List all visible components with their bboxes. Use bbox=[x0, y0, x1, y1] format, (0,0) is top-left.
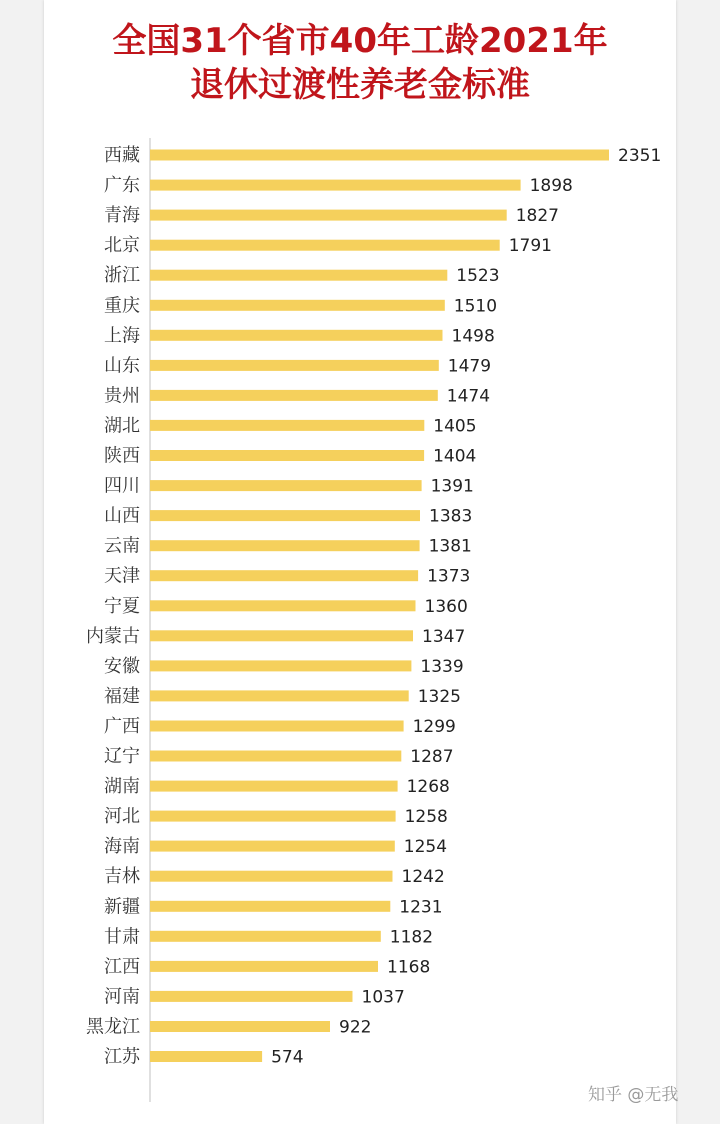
value-label: 1231 bbox=[399, 897, 443, 918]
bar bbox=[150, 991, 353, 1002]
category-label: 吉林 bbox=[104, 866, 140, 888]
value-label: 1182 bbox=[389, 927, 434, 948]
bar bbox=[150, 721, 404, 732]
value-label: 1381 bbox=[428, 536, 472, 557]
value-label: 1791 bbox=[508, 236, 552, 257]
bar bbox=[150, 300, 445, 311]
bar bbox=[150, 570, 418, 581]
bar bbox=[150, 180, 521, 191]
value-label: 1510 bbox=[453, 296, 498, 317]
value-label: 1523 bbox=[456, 266, 500, 287]
category-label: 云南 bbox=[104, 535, 140, 557]
bar bbox=[150, 660, 411, 671]
value-label: 1339 bbox=[420, 656, 464, 677]
category-label: 山东 bbox=[104, 355, 140, 377]
category-label: 浙江 bbox=[104, 265, 140, 287]
bar bbox=[150, 901, 390, 912]
category-label: 宁夏 bbox=[104, 595, 140, 617]
bar bbox=[150, 240, 500, 251]
value-label: 1299 bbox=[412, 717, 456, 737]
value-label: 1325 bbox=[417, 686, 461, 707]
bar bbox=[150, 150, 609, 161]
value-label: 1254 bbox=[403, 837, 448, 858]
value-label: 1404 bbox=[433, 446, 477, 467]
category-label: 河南 bbox=[104, 986, 140, 1008]
category-label: 河北 bbox=[104, 806, 140, 828]
category-label: 上海 bbox=[104, 325, 140, 347]
category-label: 湖北 bbox=[104, 415, 140, 437]
value-label: 922 bbox=[339, 1017, 372, 1038]
value-label: 2351 bbox=[618, 146, 662, 166]
category-label: 甘肃 bbox=[104, 926, 140, 948]
category-label: 辽宁 bbox=[104, 746, 140, 767]
value-label: 1347 bbox=[422, 626, 466, 647]
category-label: 黑龙江 bbox=[86, 1016, 140, 1038]
category-label: 重庆 bbox=[104, 295, 140, 317]
bar bbox=[150, 270, 447, 281]
value-label: 1242 bbox=[401, 867, 445, 888]
category-label: 新疆 bbox=[104, 896, 140, 918]
category-label: 海南 bbox=[104, 836, 140, 858]
value-label: 1827 bbox=[515, 206, 559, 227]
bar bbox=[150, 931, 381, 942]
bar bbox=[150, 871, 393, 882]
bar bbox=[150, 450, 424, 461]
bar bbox=[150, 360, 439, 371]
category-label: 广西 bbox=[104, 716, 140, 737]
category-label: 山西 bbox=[104, 505, 140, 527]
category-label: 天津 bbox=[104, 565, 140, 587]
value-label: 1391 bbox=[430, 476, 474, 497]
category-label: 四川 bbox=[104, 475, 140, 497]
category-label: 贵州 bbox=[104, 385, 140, 407]
value-label: 1168 bbox=[387, 957, 431, 978]
category-label: 广东 bbox=[104, 175, 140, 197]
value-label: 1360 bbox=[424, 596, 468, 617]
watermark: 知乎 @无我 bbox=[588, 1085, 679, 1105]
category-label: 青海 bbox=[104, 205, 140, 227]
value-label: 1898 bbox=[529, 176, 573, 197]
value-label: 1268 bbox=[406, 777, 450, 798]
bar bbox=[150, 690, 409, 701]
category-label: 安徽 bbox=[104, 655, 140, 677]
bar bbox=[150, 420, 424, 431]
value-label: 1498 bbox=[451, 326, 495, 347]
value-label: 574 bbox=[271, 1047, 304, 1068]
value-label: 1037 bbox=[361, 987, 405, 1008]
bar bbox=[150, 811, 396, 822]
category-label: 江西 bbox=[104, 956, 140, 978]
bar bbox=[150, 630, 413, 641]
category-label: 西藏 bbox=[104, 145, 140, 166]
value-label: 1479 bbox=[447, 356, 492, 377]
category-label: 福建 bbox=[104, 685, 140, 707]
bar bbox=[150, 841, 395, 852]
category-label: 北京 bbox=[104, 235, 140, 257]
category-label: 内蒙古 bbox=[86, 625, 140, 647]
chart-title-line-1: 全国31个省市40年工龄2021年 bbox=[112, 21, 608, 61]
value-label: 1474 bbox=[446, 386, 491, 407]
value-label: 1373 bbox=[427, 566, 471, 587]
bar bbox=[150, 751, 401, 762]
bar bbox=[150, 781, 398, 792]
bar bbox=[150, 390, 438, 401]
category-label: 陕西 bbox=[104, 445, 140, 467]
chart-title-line-2: 退休过渡性养老金标准 bbox=[190, 65, 530, 105]
value-label: 1405 bbox=[433, 416, 477, 437]
value-label: 1383 bbox=[429, 506, 473, 527]
value-label: 1258 bbox=[404, 807, 448, 828]
category-label: 江苏 bbox=[104, 1046, 140, 1068]
bar bbox=[150, 510, 420, 521]
bar bbox=[150, 210, 507, 221]
value-label: 1287 bbox=[410, 747, 454, 767]
category-label: 湖南 bbox=[104, 776, 140, 798]
bar bbox=[150, 1051, 262, 1062]
bar bbox=[150, 600, 416, 611]
bar bbox=[150, 480, 422, 491]
bar bbox=[150, 1021, 330, 1032]
bar bbox=[150, 961, 378, 972]
bar bbox=[150, 330, 443, 341]
bar bbox=[150, 540, 420, 551]
